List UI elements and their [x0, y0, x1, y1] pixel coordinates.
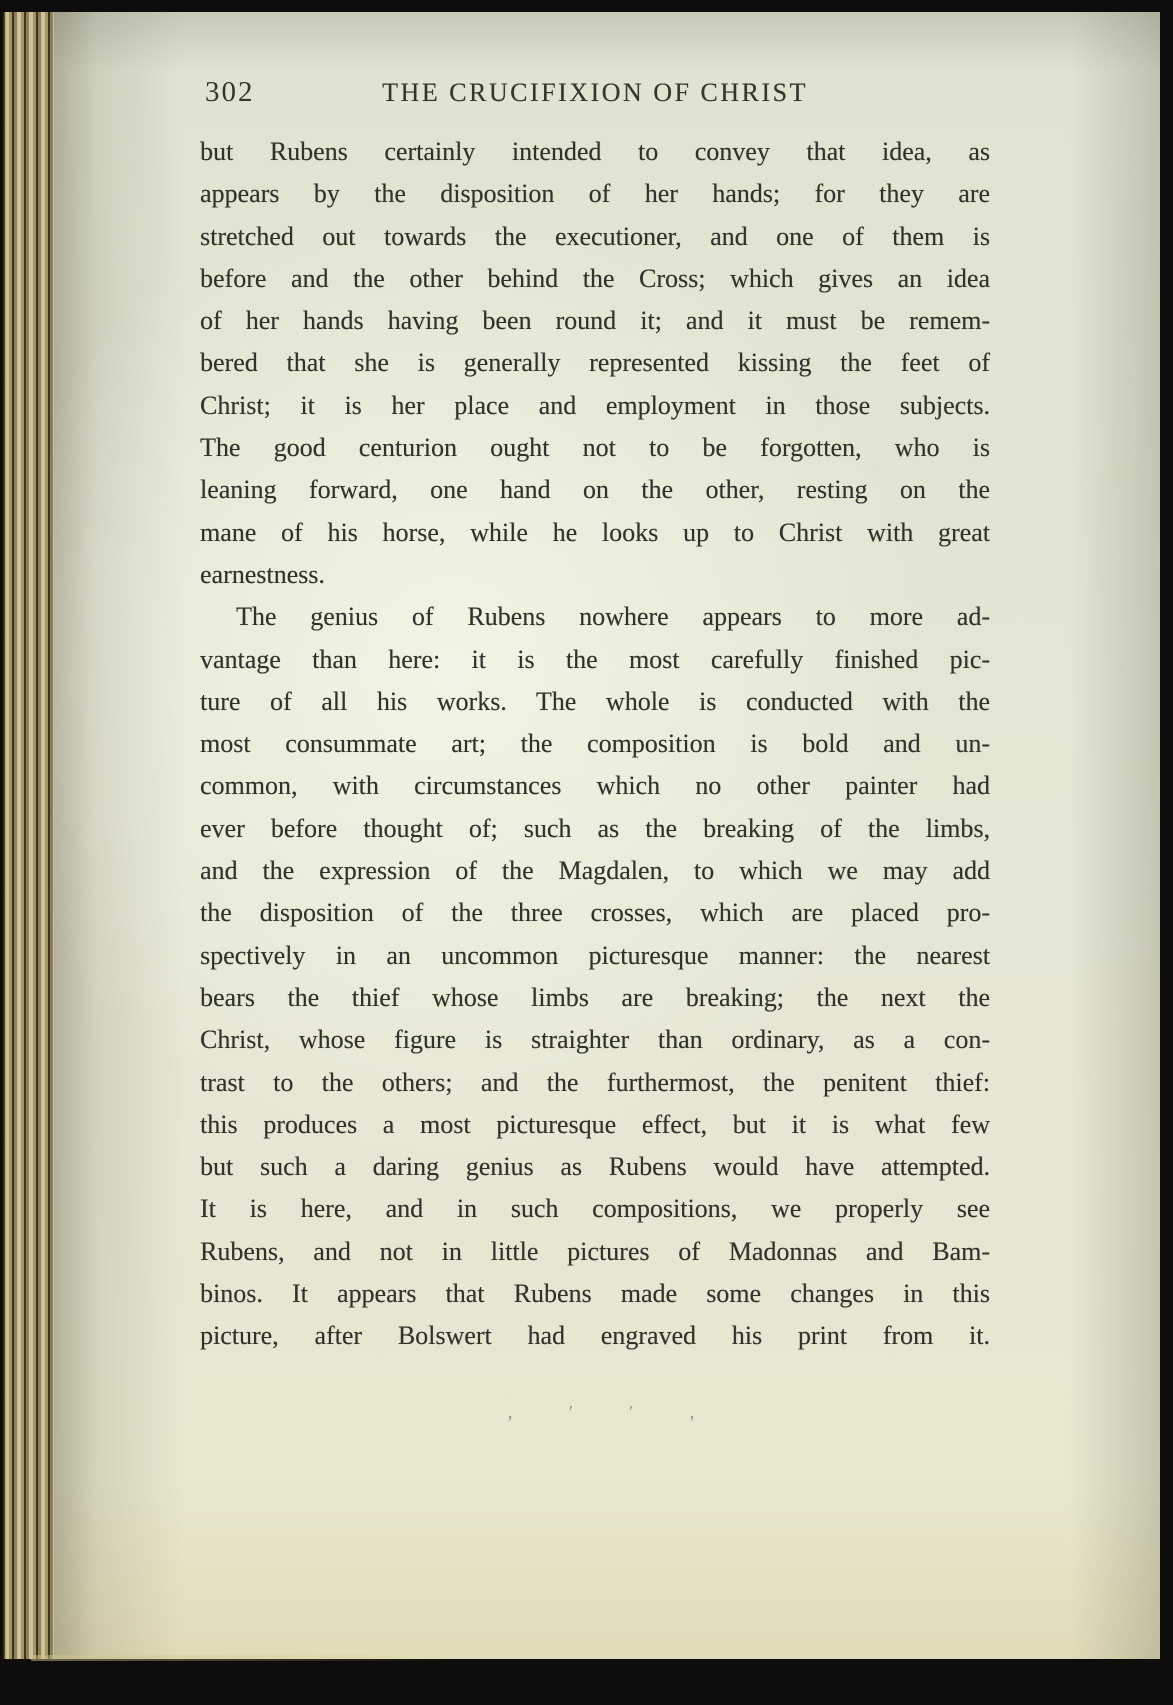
text-line: mane of his horse, while he looks up to Christ with great	[200, 517, 990, 547]
text-line: but such a daring genius as Rubens would have attempted.	[200, 1152, 990, 1182]
text-line: the disposition of the three crosses, which are placed pro-	[200, 898, 990, 928]
text-line: It is here, and in such compositions, we properly see	[200, 1194, 990, 1224]
text-line: and the expression of the Magdalen, to which we may add	[200, 856, 990, 886]
text-line: Rubens, and not in little pictures of Madonnas and Bam-	[200, 1236, 990, 1266]
text-line: ever before thought of; such as the breaking of the limbs,	[200, 813, 990, 843]
page-number: 302	[205, 76, 255, 108]
text-line: earnestness.	[200, 559, 325, 589]
scan-border-bottom	[0, 1659, 1173, 1705]
scan-border-right	[1160, 0, 1173, 1705]
text-line: appears by the disposition of her hands; for they are	[200, 179, 990, 209]
text-line: trast to the others; and the furthermost, the penitent thief:	[200, 1067, 990, 1097]
text-line: The genius of Rubens nowhere appears to more ad-	[236, 602, 990, 632]
text-line: most consummate art; the composition is bold and un-	[200, 729, 990, 759]
text-line: stretched out towards the executioner, and one of them is	[200, 221, 990, 251]
text-line: Christ; it is her place and employment in those subjects.	[200, 390, 990, 420]
paragraph	[200, 596, 990, 1357]
text-line: bered that she is generally represented kissing the feet of	[200, 348, 990, 378]
text-line: this produces a most picturesque effect, but it is what few	[200, 1109, 990, 1139]
dust-specks: , ′ ′ ,	[507, 1402, 721, 1422]
scan-border-top	[0, 0, 1173, 12]
text-line: of her hands having been round it; and it must be remem-	[200, 306, 990, 336]
running-head: THE CRUCIFIXION OF CHRIST	[382, 78, 808, 107]
text-line: binos. It appears that Rubens made some changes in this	[200, 1279, 990, 1309]
book-gutter-page-edges	[0, 0, 54, 1705]
text-line: ture of all his works. The whole is conducted with the	[200, 686, 990, 716]
text-line: Christ, whose figure is straighter than ordinary, as a con-	[200, 1025, 990, 1055]
text-line: picture, after Bolswert had engraved his print from it.	[200, 1321, 990, 1351]
body-text	[200, 131, 990, 1358]
text-line: before and the other behind the Cross; which gives an idea	[200, 263, 990, 293]
text-line: bears the thief whose limbs are breaking; the next the	[200, 982, 990, 1012]
text-line: The good centurion ought not to be forgotten, who is	[200, 433, 990, 463]
paragraph	[200, 131, 990, 596]
text-line: common, with circumstances which no other painter had	[200, 771, 990, 801]
text-line: leaning forward, one hand on the other, resting on the	[200, 475, 990, 505]
text-line: vantage than here: it is the most carefully finished pic-	[200, 644, 990, 674]
page-header	[200, 76, 990, 116]
page-paper	[54, 12, 1160, 1659]
text-line: but Rubens certainly intended to convey that idea, as	[200, 137, 990, 166]
text-line: spectively in an uncommon picturesque manner: the nearest	[200, 940, 990, 970]
